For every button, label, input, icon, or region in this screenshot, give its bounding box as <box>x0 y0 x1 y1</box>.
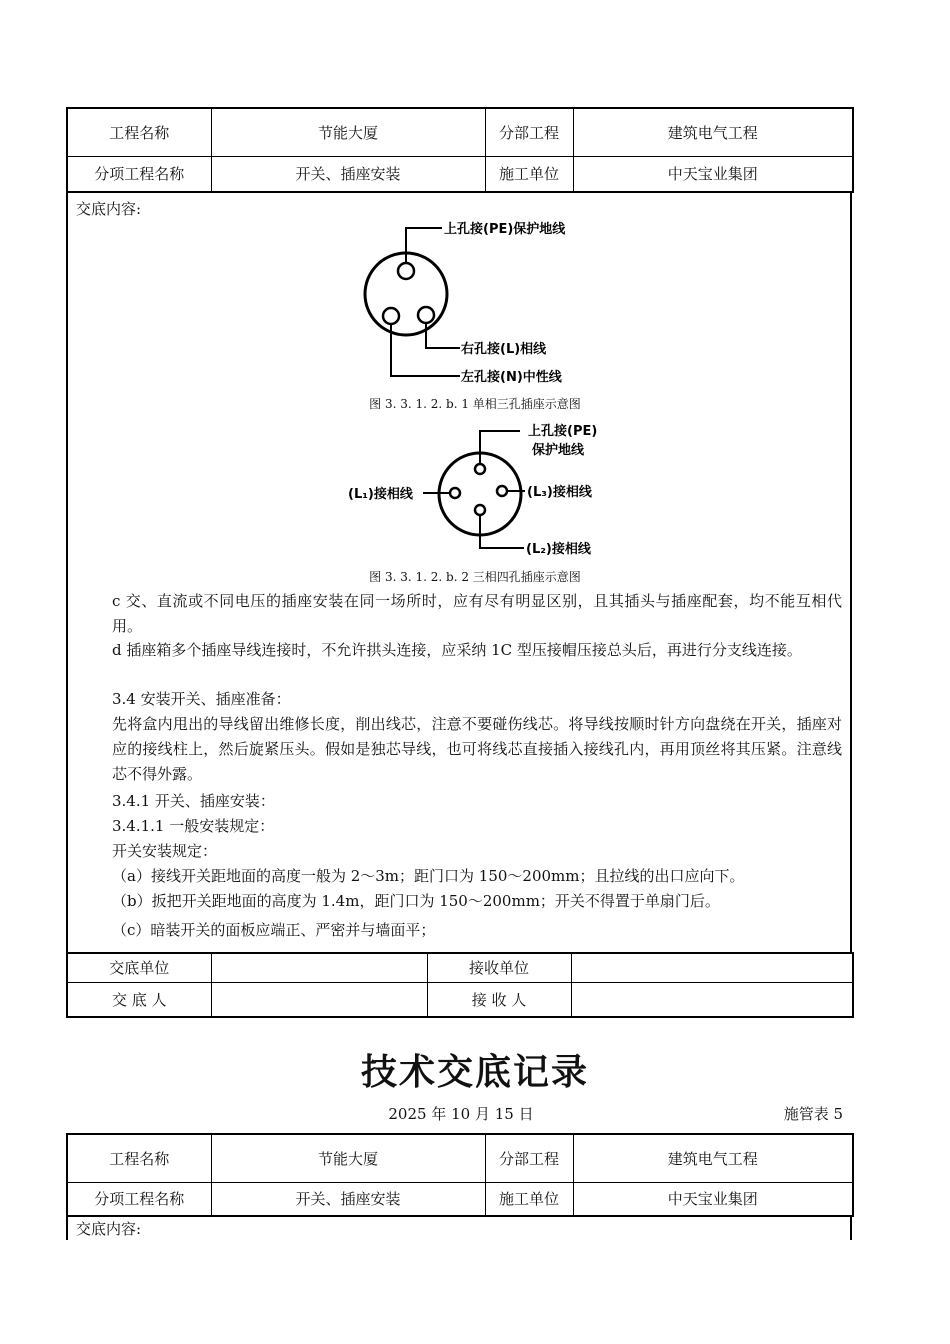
project-name-label-2: 工程名称 <box>67 1134 211 1182</box>
diagram2-caption: 图 3. 3. 1. 2. b. 2 三相四孔插座示意图 <box>369 570 581 584</box>
paragraph-3-4: 3.4 安装开关、插座准备： <box>112 690 291 708</box>
top-form-header <box>66 107 854 193</box>
pe-label-2b: 保护地线 <box>532 443 585 458</box>
l1-label: (L₁)接相线 <box>348 487 413 502</box>
l3-label: (L₃)接相线 <box>527 485 592 500</box>
second-form-header <box>66 1133 854 1217</box>
three-hole-socket-diagram <box>340 212 620 392</box>
issuer-unit-value <box>211 953 427 982</box>
division-value: 建筑电气工程 <box>573 108 853 156</box>
signature-table <box>66 952 854 1018</box>
paragraph-d: d 插座箱多个插座导线连接时，不允许拱头连接，应采纳 1C 型压接帽压接总头后，再进行分支线连接。 <box>112 641 802 659</box>
pe-label: 上孔接(PE)保护地线 <box>444 222 566 237</box>
division-value-2: 建筑电气工程 <box>573 1134 853 1182</box>
receiver-unit-label: 接收单位 <box>427 953 571 982</box>
form-number: 施管表 5 <box>783 1105 843 1123</box>
project-name-value: 节能大厦 <box>211 108 485 156</box>
receiver-value <box>571 982 853 1017</box>
issuer-unit-label: 交底单位 <box>67 953 211 982</box>
subproject-label-2: 分项工程名称 <box>67 1182 211 1216</box>
l3-hole <box>497 486 507 496</box>
paragraph-b: （b）扳把开关距地面的高度为 1.4m，距门口为 150～200mm；开关不得置于单扇门后。 <box>112 892 720 910</box>
four-hole-socket-diagram <box>340 418 620 563</box>
pe-hole-2 <box>475 464 485 474</box>
receiver-unit-value <box>571 953 853 982</box>
paragraph-3-4-1-1: 3.4.1.1 一般安装规定： <box>112 817 275 835</box>
pe-label-2a: 上孔接(PE) <box>528 424 598 439</box>
contractor-value-2: 中天宝业集团 <box>573 1182 853 1216</box>
page-title: 技术交底记录 <box>360 1052 589 1093</box>
left-hole-label: 左孔接(N)中性线 <box>461 370 562 385</box>
socket-body-circle <box>365 253 447 335</box>
paragraph-3-4-body: 先将盒内甩出的导线留出维修长度，削出线芯，注意不要碰伤线芯。将导线按顺时针方向盘绕在开关，插座对应的接线柱上，然后旋紧压头。假如是独芯导线，也可将线芯直接插入接线孔内，再用顶丝将其压紧。注意线芯不得外露。 <box>112 715 842 783</box>
paragraph-a: （a）接线开关距地面的高度一般为 2～3m；距门口为 150～200mm；且拉线的出口应向下。 <box>112 867 745 885</box>
right-hole-label: 右孔接(L)相线 <box>461 342 547 357</box>
l2-lead-line <box>480 515 524 548</box>
content-label: 交底内容: <box>76 200 142 218</box>
diagram1-caption: 图 3. 3. 1. 2. b. 1 单相三孔插座示意图 <box>369 397 581 411</box>
l2-hole <box>475 505 485 515</box>
right-hole <box>418 307 434 323</box>
paragraph-c2: （c）暗装开关的面板应端正、严密并与墙面平； <box>112 921 436 939</box>
contractor-label: 施工单位 <box>485 156 573 192</box>
content-label-2: 交底内容: <box>76 1220 142 1238</box>
issuer-value <box>211 982 427 1017</box>
contractor-value: 中天宝业集团 <box>573 156 853 192</box>
subproject-value-2: 开关、插座安装 <box>211 1182 485 1216</box>
subproject-label: 分项工程名称 <box>67 156 211 192</box>
division-label-2: 分部工程 <box>485 1134 573 1182</box>
pe-hole <box>398 263 414 279</box>
project-name-label: 工程名称 <box>67 108 211 156</box>
contractor-label-2: 施工单位 <box>485 1182 573 1216</box>
project-name-value-2: 节能大厦 <box>211 1134 485 1182</box>
paragraph-3-4-1: 3.4.1 开关、插座安装： <box>112 792 275 810</box>
l2-label: (L₂)接相线 <box>526 542 591 557</box>
paragraph-switch-rules: 开关安装规定： <box>112 842 218 860</box>
record-date: 2025 年 10 月 15 日 <box>388 1105 534 1123</box>
division-label: 分部工程 <box>485 108 573 156</box>
l1-hole <box>450 488 460 498</box>
subproject-value: 开关、插座安装 <box>211 156 485 192</box>
content-frame-2 <box>66 1216 852 1240</box>
paragraph-c: c 交、直流或不同电压的插座安装在同一场所时，应有尽有明显区别，且其插头与插座配套，均不能互相代用。 <box>112 592 842 635</box>
left-hole <box>383 308 399 324</box>
issuer-label: 交 底 人 <box>67 982 211 1017</box>
receiver-label: 接 收 人 <box>427 982 571 1017</box>
